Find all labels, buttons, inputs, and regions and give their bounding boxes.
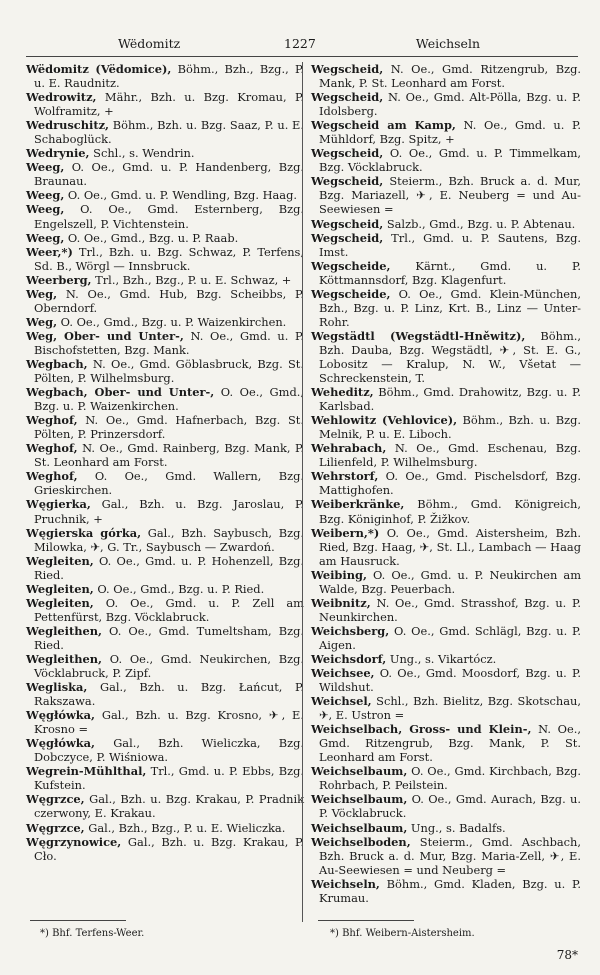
entry-text: Gal., Bzh. u. Bzg. Jaroslau, P. Pruchnik, + [34, 497, 304, 526]
gazetteer-entry [311, 694, 581, 722]
gazetteer-entry [311, 62, 581, 90]
entry-headword: Weghof, [26, 441, 78, 456]
entry-text: Böhm., Gmd. Kladen, Bzg. u. P. Krumau. [319, 876, 581, 905]
gazetteer-entry [26, 652, 304, 680]
gazetteer-entry [311, 821, 581, 835]
footnote-left: *) Bhf. Terfens-Weer. [40, 928, 145, 939]
entry-text: Trl., Gmd. u. P. Sautens, Bzg. Imst. [319, 230, 581, 259]
entry-headword: Wegstädtl (Wegstädtl-Hněwitz), [311, 328, 526, 343]
entry-text: Ung., s. Vikartócz. [386, 651, 497, 666]
entry-headword: Weichsdorf, [311, 651, 387, 666]
gazetteer-entry [311, 259, 581, 287]
gazetteer-entry [311, 217, 581, 231]
gazetteer-entry [311, 568, 581, 596]
entry-text: Gal., Bzh. u. Bzg. Krakau, P. Cło. [34, 834, 304, 863]
entry-text: O. Oe., Gmd. u. P. Handenberg, Bzg. Braunau. [34, 160, 304, 189]
entry-headword: Wegleiten, [26, 553, 94, 568]
gazetteer-entry [26, 202, 304, 230]
entry-headword: Wëdomitz (Vëdomice), [26, 62, 172, 76]
entry-text: Ung., s. Badalfs. [407, 820, 506, 835]
gazetteer-entry [26, 245, 304, 273]
gazetteer-entry [26, 624, 304, 652]
gazetteer-entry [26, 160, 304, 188]
entry-text: Schl., Bzh. Bielitz, Bzg. Skotschau, ✈, E. Ustron = [319, 694, 581, 723]
entry-text: N. Oe., Gmd. Ritzengrub, Bzg. Mank, P. St. Leonhard am Forst. [319, 62, 581, 91]
entry-text: N. Oe., Gmd. Alt-Pölla, Bzg. u. P. Idolsberg. [319, 90, 581, 119]
gazetteer-entry [311, 722, 581, 764]
gazetteer-entry [311, 764, 581, 792]
entry-text: O. Oe., Gmd. Pischelsdorf, Bzg. Mattighofen. [319, 469, 581, 498]
entry-headword: Wedrowitz, [26, 90, 97, 105]
entry-text: N. Oe., Gmd. Hub, Bzg. Scheibbs, P. Oberndorf. [34, 286, 304, 315]
header-left-keyword: Wëdomitz [118, 36, 181, 51]
entry-text: O. Oe., Gmd., Bzg. u. P. Raab. [64, 230, 239, 245]
column-divider [302, 62, 303, 922]
footnote-right: *) Bhf. Weibern-Aistersheim. [330, 928, 475, 939]
entry-text: N. Oe., Gmd. Strasshof, Bzg. u. P. Neunkirchen. [319, 595, 581, 624]
entry-text: Böhm., Gmd. Königreich, Bzg. Königinhof, P. Žižkov. [319, 497, 581, 526]
gazetteer-entry [311, 329, 581, 385]
entry-headword: Węgłówka, [26, 736, 96, 751]
entry-headword: Wegleithen, [26, 623, 103, 638]
entry-headword: Weeg, [26, 188, 65, 203]
gazetteer-entry [311, 497, 581, 525]
gazetteer-entry [26, 764, 304, 792]
gazetteer-entry [26, 146, 304, 160]
entry-text: O. Oe., Gmd., Bzg. u. P. Waizenkirchen. [34, 385, 304, 414]
entry-headword: Weichselbaum, [311, 764, 408, 779]
entry-headword: Wehlowitz (Vehlovice), [311, 413, 458, 428]
gazetteer-entry [311, 413, 581, 441]
entry-text: Trl., Bzh., Bzg., P. u. E. Schwaz, + [91, 272, 292, 287]
entry-text: Gal., Bzh. Wieliczka, Bzg. Dobczyce, P. Wiśniowa. [34, 736, 304, 765]
entry-text: O. Oe., Gmd. Klein-München, Bzh., Bzg. u. P. Linz, Krt. B., Linz — Unter-Rohr. [319, 286, 581, 329]
entry-text: O. Oe., Gmd. Schlägl, Bzg. u. P. Aigen. [319, 623, 581, 652]
entry-text: Gal., Bzh. u. Bzg. Krakau, P. Pradnik czerwony, E. Krakau. [34, 792, 304, 821]
entry-text: Böhm., Bzh. u. Bzg. Melnik, P. u. E. Liboch. [319, 413, 581, 442]
entry-headword: Wehrabach, [311, 441, 387, 456]
entry-headword: Wegbach, Ober- und Unter-, [26, 385, 215, 400]
entry-headword: Wegscheid, [311, 90, 384, 105]
gazetteer-entry [26, 792, 304, 820]
entry-headword: Węgrzce, [26, 820, 85, 835]
entry-headword: Weibnitz, [311, 595, 371, 610]
entry-headword: Wegscheid, [311, 174, 384, 189]
entry-text: Gal., Bzh. u. Bzg. Krosno, ✈, E. Krosno = [34, 708, 304, 737]
entry-headword: Wegscheid am Kamp, [311, 118, 456, 133]
entry-text: N. Oe., Gmd. Eschenau, Bzg. Lilienfeld, P. Wilhelmsburg. [319, 441, 581, 470]
entry-headword: Weer,*) [26, 244, 73, 259]
entry-text: Böhm., Bzh. u. Bzg. Saaz, P. u. E. Schaboglück. [34, 118, 304, 147]
entry-headword: Wegscheid, [311, 62, 384, 76]
entry-text: N. Oe., Gmd. Rainberg, Bzg. Mank, P. St. Leonhard am Forst. [34, 441, 304, 470]
entry-headword: Wegliska, [26, 680, 88, 695]
entry-headword: Weeg, [26, 160, 65, 175]
entry-text: O. Oe., Gmd. u. P. Neukirchen am Walde, Bzg. Peuerbach. [319, 567, 581, 596]
entry-headword: Węgłówka, [26, 708, 96, 723]
gazetteer-entry [26, 736, 304, 764]
entry-headword: Weichselbaum, [311, 820, 408, 835]
gazetteer-entry [311, 174, 581, 216]
entry-text: O. Oe., Gmd., Bzg. u. P. Waizenkirchen. [57, 314, 287, 329]
entry-headword: Wehrstorf, [311, 469, 379, 484]
entry-text: N. Oe., Gmd. Ritzengrub, Bzg. Mank, P. St. Leonhard am Forst. [319, 722, 582, 765]
gazetteer-entry [26, 596, 304, 624]
entry-text: O. Oe., Gmd. u. P. Timmelkam, Bzg. Vöcklabruck. [319, 146, 581, 175]
entry-headword: Wegscheid, [311, 216, 384, 231]
gazetteer-entry [311, 231, 581, 259]
gazetteer-entry [311, 792, 581, 820]
entry-text: N. Oe., Gmd. Göblasbruck, Bzg. St. Pölten, P. Wilhelmsburg. [34, 356, 304, 386]
entry-headword: Weg, [26, 314, 58, 329]
entry-headword: Weichselboden, [311, 834, 411, 849]
entry-headword: Weichseln, [311, 876, 380, 891]
gazetteer-entry [311, 652, 581, 666]
entry-headword: Wegscheide, [311, 258, 391, 273]
entry-text: Böhm., Gmd. Drahowitz, Bzg. u. P. Karlsbad. [319, 385, 581, 414]
entry-headword: Weibern,*) [311, 525, 380, 540]
gazetteer-entry [26, 329, 304, 357]
gazetteer-entry [26, 385, 304, 413]
entry-text: Schl., s. Wendrin. [89, 146, 195, 161]
gazetteer-entry [26, 708, 304, 736]
gazetteer-entry [26, 287, 304, 315]
left-column [26, 62, 304, 863]
entry-headword: Weheditz, [311, 385, 374, 400]
gazetteer-entry [26, 315, 304, 329]
gazetteer-entry [26, 231, 304, 245]
gazetteer-entry [26, 469, 304, 497]
entry-headword: Weghof, [26, 469, 78, 484]
entry-headword: Węgierska górka, [26, 525, 142, 540]
entry-text: O. Oe., Gmd. u. P. Wendling, Bzg. Haag. [64, 188, 298, 203]
entry-text: O. Oe., Gmd. Aistersheim, Bzh. Ried, Bzg. Haag, ✈, St. Ll., Lambach — Haag am Hausruck. [319, 525, 581, 568]
gazetteer-entry [311, 385, 581, 413]
entry-text: Gal., Bzh. Saybusch, Bzg. Milowka, ✈, G. Tr., Saybusch — Zwardoń. [34, 525, 304, 554]
entry-text: O. Oe., Gmd. Tumeltsham, Bzg. Ried. [34, 623, 304, 652]
entry-headword: Weiberkränke, [311, 497, 405, 512]
gazetteer-entry [26, 413, 304, 441]
gazetteer-entry [26, 582, 304, 596]
entry-text: Böhm., Bzh., Bzg., P. u. E. Raudnitz. [34, 62, 305, 91]
entry-text: Salzb., Gmd., Bzg. u. P. Abtenau. [383, 216, 576, 231]
entry-headword: Węgrzce, [26, 792, 85, 807]
entry-headword: Wegbach, [26, 356, 88, 371]
entry-headword: Wegscheid, [311, 230, 384, 245]
entry-text: O. Oe., Gmd. Esternberg, Bzg. Engelszell, P. Vichtenstein. [34, 202, 304, 231]
gazetteer-entry [311, 835, 581, 877]
gazetteer-entry [26, 441, 304, 469]
entry-headword: Weg, Ober- und Unter-, [26, 328, 184, 343]
sheet-signature: 78* [556, 948, 578, 962]
header-right-keyword: Weichseln [415, 36, 480, 51]
entry-text: Gal., Bzh. u. Bzg. Łańcut, P. Rakszawa. [34, 680, 304, 709]
gazetteer-entry [311, 118, 581, 146]
entry-headword: Weeg, [26, 230, 65, 245]
gazetteer-entry [311, 526, 581, 568]
gazetteer-entry [26, 526, 304, 554]
entry-headword: Weghof, [26, 413, 78, 428]
entry-headword: Wegscheide, [311, 286, 391, 301]
entry-text: O. Oe., Gmd. u. P. Zell am Pettenfürst, Bzg. Vöcklabruck. [34, 595, 304, 624]
entry-headword: Wedruschitz, [26, 118, 110, 133]
gazetteer-entry [26, 90, 304, 118]
gazetteer-entry [311, 877, 581, 905]
gazetteer-entry [311, 469, 581, 497]
entry-text: N. Oe., Gmd. u. P. Mühldorf, Bzg. Spitz, + [319, 118, 582, 147]
entry-text: N. Oe., Gmd. Hafnerbach, Bzg. St. Pölten, P. Prinzersdorf. [34, 413, 304, 442]
right-column [311, 62, 581, 905]
footnote-rule-left [30, 920, 126, 921]
entry-text: Kärnt., Gmd. u. P. Köttmannsdorf, Bzg. Klagenfurt. [319, 258, 581, 287]
entry-text: Steierm., Gmd. Aschbach, Bzh. Bruck a. d. Mur, Bzg. Maria-Zell, ✈, E. Au-Seewiesen = und Neuberg = [319, 834, 581, 877]
gazetteer-entry [311, 666, 581, 694]
gazetteer-entry [311, 624, 581, 652]
entry-text: N. Oe., Gmd. u. P. Bischofstetten, Bzg. Mank. [34, 328, 304, 357]
gazetteer-entry [311, 287, 581, 329]
entry-text: Trl., Gmd. u. P. Ebbs, Bzg. Kufstein. [34, 764, 304, 793]
gazetteer-entry [26, 62, 304, 90]
entry-text: Steierm., Bzh. Bruck a. d. Mur, Bzg. Mariazell, ✈, E. Neuberg = und Au-Seewiesen = [319, 174, 581, 217]
entry-text: O. Oe., Gmd., Bzg. u. P. Ried. [93, 581, 265, 596]
entry-headword: Węgrzynowice, [26, 834, 122, 849]
page-number: 1227 [284, 36, 316, 51]
entry-text: Mähr., Bzh. u. Bzg. Kromau, P. Wolframitz, + [34, 90, 304, 119]
gazetteer-entry [26, 357, 304, 385]
entry-headword: Weichselbaum, [311, 792, 408, 807]
entry-headword: Weibing, [311, 567, 367, 582]
entry-headword: Wegrein-Mühlthal, [26, 764, 147, 779]
footnote-rule-right [318, 920, 414, 921]
gazetteer-entry [311, 596, 581, 624]
running-header [26, 36, 578, 56]
entry-headword: Weichsee, [311, 666, 375, 681]
entry-headword: Weg, [26, 286, 58, 301]
entry-headword: Weichsberg, [311, 623, 390, 638]
entry-headword: Węgierka, [26, 497, 91, 512]
entry-headword: Wegscheid, [311, 146, 384, 161]
entry-headword: Wegleiten, [26, 581, 94, 596]
entry-headword: Weerberg, [26, 272, 92, 287]
entry-headword: Weeg, [26, 202, 65, 217]
header-rule [26, 56, 578, 57]
entry-headword: Wedrynie, [26, 146, 90, 161]
entry-headword: Wegleithen, [26, 651, 103, 666]
gazetteer-entry [26, 273, 304, 287]
entry-text: O. Oe., Gmd. Moosdorf, Bzg. u. P. Wildshut. [319, 666, 581, 695]
entry-headword: Weichsel, [311, 694, 372, 709]
entry-text: O. Oe., Gmd. u. P. Hohenzell, Bzg. Ried. [34, 553, 304, 582]
entry-text: Trl., Bzh. u. Bzg. Schwaz, P. Terfens, Sd. B., Wörgl — Innsbruck. [34, 244, 304, 273]
entry-text: O. Oe., Gmd. Neukirchen, Bzg. Vöcklabruck, P. Zipf. [34, 651, 304, 681]
gazetteer-entry [26, 835, 304, 863]
entry-text: O. Oe., Gmd. Aurach, Bzg. u. P. Vöcklabruck. [319, 792, 581, 821]
gazetteer-entry [311, 146, 581, 174]
gazetteer-entry [311, 441, 581, 469]
gazetteer-entry [311, 90, 581, 118]
gazetteer-entry [26, 680, 304, 708]
gazetteer-entry [26, 188, 304, 202]
gazetteer-entry [26, 118, 304, 146]
entry-text: O. Oe., Gmd. Kirchbach, Bzg. Rohrbach, P. Peilstein. [319, 764, 581, 793]
entry-headword: Wegleiten, [26, 595, 94, 610]
entry-text: O. Oe., Gmd. Wallern, Bzg. Grieskirchen. [34, 469, 304, 498]
gazetteer-entry [26, 821, 304, 835]
entry-headword: Weichselbach, Gross- und Klein-, [311, 722, 532, 737]
entry-text: Böhm., Bzh. Dauba, Bzg. Wegstädtl, ✈, St. E. G., Lobositz — Kralup, N. W., Všetat — Schreckenstein, T. [319, 328, 581, 386]
gazetteer-entry [26, 497, 304, 525]
gazetteer-entry [26, 554, 304, 582]
entry-text: Gal., Bzh., Bzg., P. u. E. Wieliczka. [84, 820, 286, 835]
